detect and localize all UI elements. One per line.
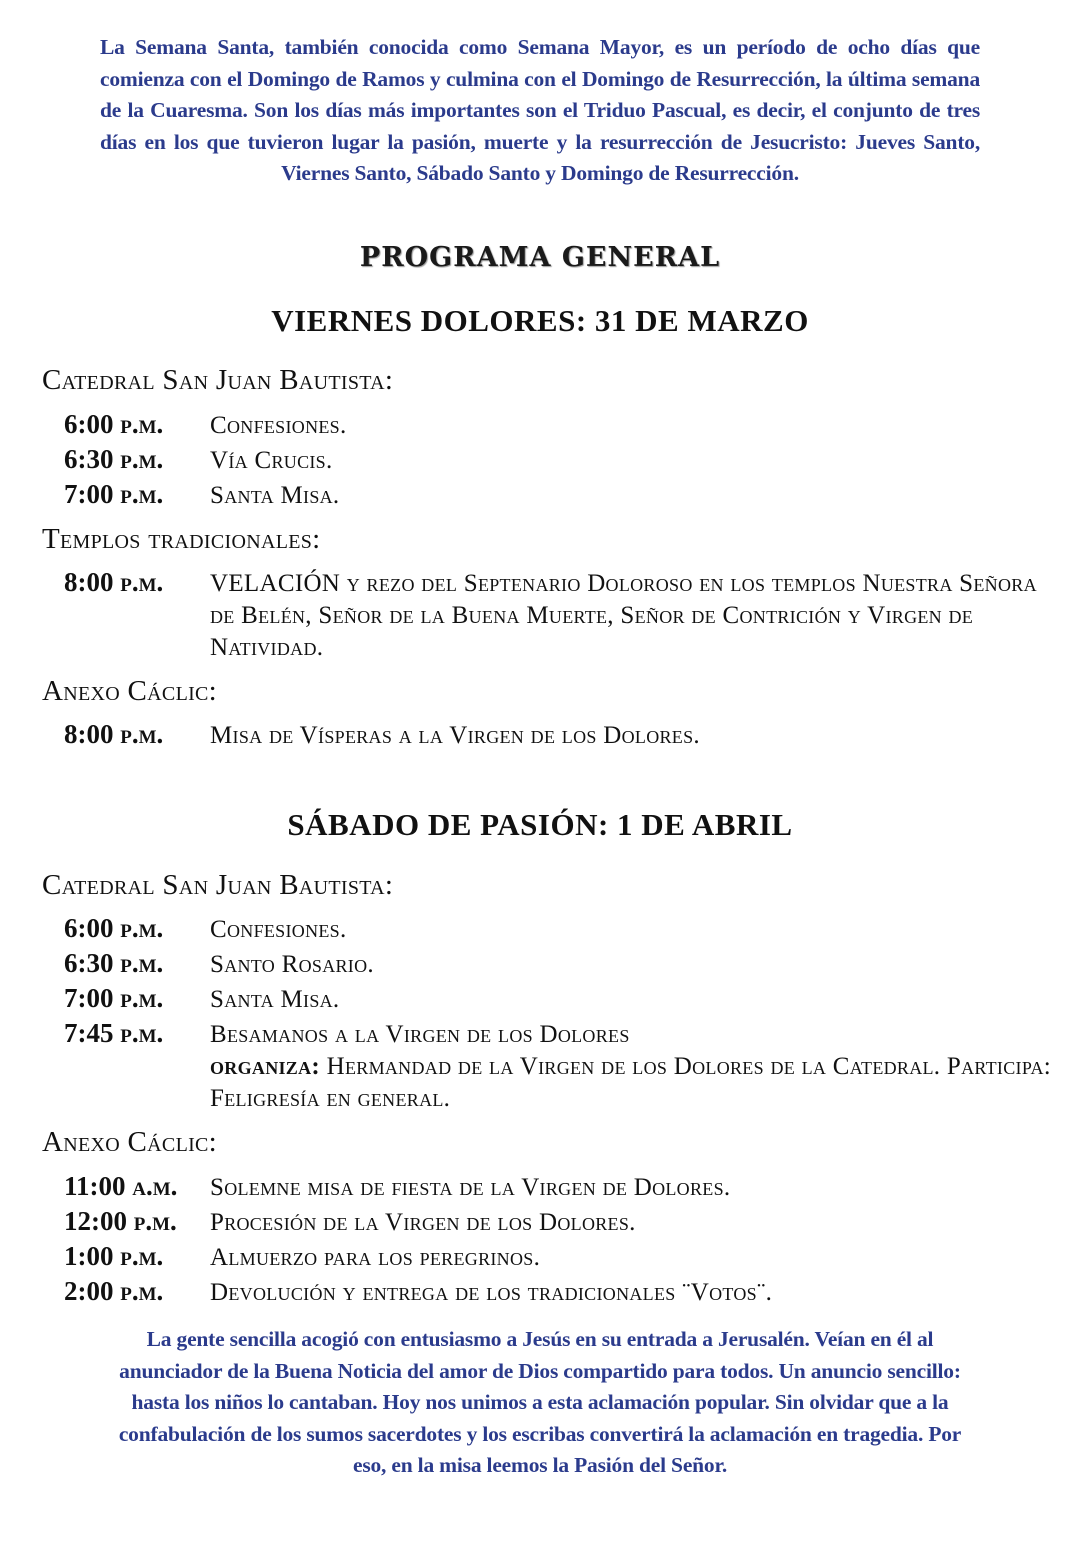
event-time: 7:00 p.m.	[64, 983, 164, 1013]
event-description: Procesión de la Virgen de los Dolores.	[210, 1209, 636, 1236]
organiza-label: organiza:	[210, 1053, 321, 1080]
venue-heading: Catedral San Juan Bautista:	[42, 869, 394, 901]
event-time: 6:00 p.m.	[64, 913, 164, 943]
event-description: Devolución y entrega de los tradicionales ¨Votos¨.	[210, 1279, 773, 1306]
event-description: Vía Crucis.	[210, 447, 333, 474]
venue-heading: Anexo Cáclic:	[42, 1126, 218, 1158]
event-time: 8:00 p.m.	[64, 567, 164, 597]
event-time: 2:00 p.m.	[64, 1276, 164, 1306]
event-description: Misa de Vísperas a la Virgen de los Dolores.	[210, 722, 700, 749]
event-time: 6:30 p.m.	[64, 948, 164, 978]
event-description: Almuerzo para los peregrinos.	[210, 1244, 541, 1271]
organiza-text: Hermandad de la Virgen de los Dolores de la Catedral. Participa: Feligresía en general.	[210, 1053, 1052, 1112]
event-time: 7:45 p.m.	[64, 1018, 164, 1048]
program-title: PROGRAMA GENERAL	[359, 242, 721, 273]
closing-paragraph: La gente sencilla acogió con entusiasmo a Jesús en su entrada a Jerusalén. Veían en él al anunciador de la Buena Noticia del amor de Dios compartido para todos. Un anuncio sencillo: hasta los niños lo cantaban. Hoy nos unimos a esta aclamación popular. Sin olvidar que a la confabulación de los sumos sacerdotes y los escribas convertirá la aclamación en tragedia. Por eso, en la misa leemos la Pasión del Señor.	[118, 1327, 962, 1477]
intro-paragraph: La Semana Santa, también conocida como Semana Mayor, es un período de ocho días que comienza con el Domingo de Ramos y culmina con el Domingo de Resurrección, la última semana de la Cuaresma. Son los días más importantes son el Triduo Pascual, es decir, el conjunto de tres días en los que tuvieron lugar la pasión, muerte y la resurrección de Jesucristo: Jueves Santo, Viernes Santo, Sábado Santo y Domingo de Resurrección.	[100, 35, 980, 185]
event-time: 6:00 p.m.	[64, 409, 164, 439]
venue-heading: Catedral San Juan Bautista:	[42, 364, 394, 396]
event-description: VELACIÓN y rezo del Septenario Doloroso en los templos Nuestra Señora de Belén, Señor de la Buena Muerte, Señor de Contrición y Virgen de Natividad.	[210, 570, 1037, 661]
event-description: Confesiones.	[210, 412, 347, 439]
event-description-main: Besamanos a la Virgen de los Dolores	[210, 1021, 630, 1048]
event-time: 1:00 p.m.	[64, 1241, 164, 1271]
event-time: 8:00 p.m.	[64, 719, 164, 749]
event-description: Solemne misa de fiesta de la Virgen de Dolores.	[210, 1174, 731, 1201]
event-time: 12:00 p.m.	[64, 1206, 177, 1236]
venue-heading: Templos tradicionales:	[42, 523, 321, 555]
day-title-viernes: VIERNES DOLORES: 31 DE MARZO	[271, 303, 809, 338]
event-description: Santa Misa.	[210, 986, 340, 1013]
venue-heading: Anexo Cáclic:	[42, 675, 218, 707]
event-time: 11:00 a.m.	[64, 1171, 178, 1201]
event-time: 6:30 p.m.	[64, 444, 164, 474]
event-description: Santa Misa.	[210, 482, 340, 509]
day-title-sabado: SÁBADO DE PASIÓN: 1 DE ABRIL	[287, 807, 793, 842]
event-description: Santo Rosario.	[210, 951, 374, 978]
event-description: Confesiones.	[210, 916, 347, 943]
event-time: 7:00 p.m.	[64, 479, 164, 509]
event-description	[210, 1019, 1060, 1115]
